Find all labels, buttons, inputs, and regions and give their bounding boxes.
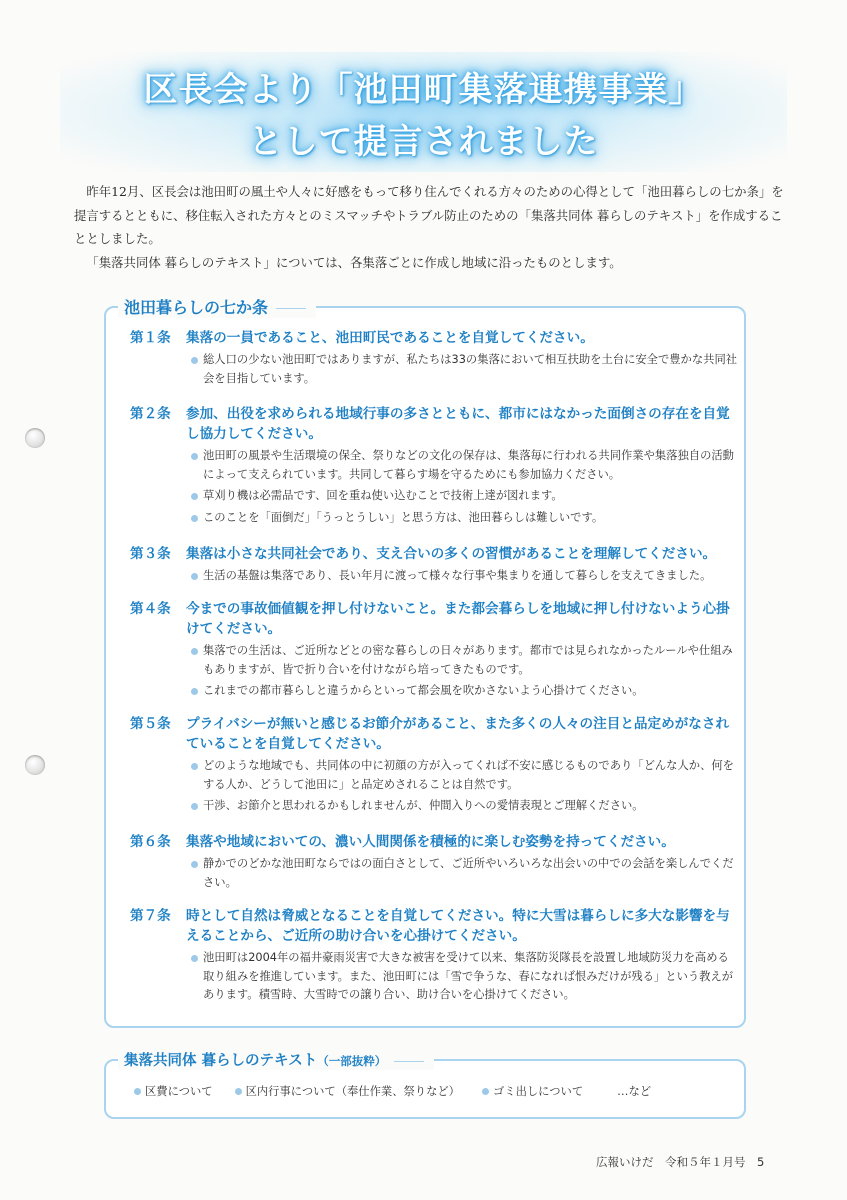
article-bullet: 静かでのどかな池田町ならではの面白さとして、ご近所やいろいろな出会いの中での会話を楽しんでください。 [190,855,740,892]
binder-hole-bottom [25,755,45,775]
article-number: 第４条 [130,601,171,617]
living-text-heading [118,1049,434,1070]
article-bullet: 集落での生活は、ご近所などとの密な暮らしの日々があります。都市では見られなかったルールや仕組みもありますが、皆で折り合いを付けながら培ってきたものです。 [190,642,740,679]
seven-articles-box [104,298,746,1028]
article-1 [130,328,740,391]
article-bullet: 池田町は2004年の福井豪雨災害で大きな被害を受けて以来、集落防災隊長を設置し地域防災力を高める取り組みを推進しています。また、池田町には「雪で争うな、春になれば恨みだけが残る」という教えがあります。積雪時、大雪時での譲り合い、助け合いを心掛けてください。 [190,949,740,1005]
list-item [482,1083,583,1099]
heading-rule [394,1061,424,1062]
intro-paragraph-1: 昨年12月、区長会は池田町の風土や人々に好感をもって移り住んでくれる方々のための心得として「池田暮らしの七か条」を提言するとともに、移住転入された方々とのミスマッチやトラブル防止のための「集落共同体 暮らしのテキスト」を作成することとしました。 [74,184,784,246]
article-title: 時として自然は脅威となることを自覚してください。特に大雪は暮らしに多大な影響を与えることから、ご近所の助け合いを心掛けてください。 [186,908,730,944]
article-5 [130,714,740,819]
article-title: 集落の一員であること、池田町民であることを自覚してください。 [186,330,594,346]
list-item-label: 区内行事について（奉仕作業、祭りなど） [245,1085,460,1098]
living-text-box [104,1053,746,1119]
article-title: 集落や地域においての、濃い人間関係を積極的に楽しむ姿勢を持ってください。 [186,834,675,850]
article-number: 第７条 [130,908,171,924]
article-title: 参加、出役を求められる地域行事の多さとともに、都市にはなかった面倒さの存在を自覚し協力してください。 [186,406,730,442]
page-footer: 広報いけだ 令和５年１月号 5 [596,1155,765,1169]
article-3 [130,544,740,589]
article-title: 集落は小さな共同社会であり、支え合いの多くの習慣があることを理解してください。 [186,546,717,562]
list-item [235,1083,460,1099]
intro-paragraph-2: 「集落共同体 暮らしのテキスト」については、各集落ごとに作成し地域に沿ったものとします。 [86,254,622,270]
article-bullet: 生活の基盤は集落であり、長い年月に渡って様々な行事や集まりを通して暮らしを支えてきました。 [190,567,740,586]
article-bullet: 草刈り機は必需品です、回を重ね使い込むことで技術上達が図れます。 [190,487,740,506]
list-item-label: ゴミ出しについて [492,1085,584,1098]
intro-text [74,180,786,274]
list-item [134,1083,213,1099]
article-number: 第２条 [130,406,171,422]
bullet-dot-icon [235,1088,242,1095]
article-number: 第５条 [130,716,171,732]
article-6 [130,832,740,895]
title-line-2: として提言されました [248,122,599,162]
living-text-heading-note: （一部抜粋） [317,1054,387,1068]
article-4 [130,599,740,704]
article-bullet: 池田町の風景や生活環境の保全、祭りなどの文化の保存は、集落毎に行われる共同作業や集落独自の活動によって支えられています。共同して暮らす場を守るためにも参加協力ください。 [190,447,740,484]
binder-hole-top [25,428,45,448]
living-text-items [134,1083,673,1099]
article-2 [130,404,740,530]
article-bullet: このことを「面倒だ」「うっとうしい」と思う方は、池田暮らしは難しいです。 [190,509,740,528]
article-title: プライバシーが無いと感じるお節介があること、また多くの人々の注目と品定めがなされていることを自覚してください。 [186,716,730,752]
list-item-label: 区費について [145,1085,213,1098]
article-number: 第６条 [130,834,171,850]
page-title [60,52,787,172]
living-text-heading-text: 集落共同体 暮らしのテキスト [124,1053,318,1069]
bullet-dot-icon [134,1088,141,1095]
article-bullet: 干渉、お節介と思われるかもしれませんが、仲間入りへの愛情表現とご理解ください。 [190,797,740,816]
article-7 [130,906,740,1008]
seven-articles-heading [118,295,316,318]
seven-articles-heading-text: 池田暮らしの七か条 [124,298,269,317]
article-bullet: どのような地域でも、共同体の中に初顔の方が入ってくれば不安に感じるものであり「どんな人か、何をする人か、どうして池田に」と品定めされることは自然です。 [190,757,740,794]
bullet-dot-icon [482,1088,489,1095]
article-title: 今までの事故価値観を押し付けないこと。また都会暮らしを地域に押し付けないよう心掛けてください。 [186,601,730,637]
article-number: 第３条 [130,546,171,562]
heading-rule [276,308,306,309]
article-bullet: 総人口の少ない池田町ではありますが、私たちは33の集落において相互扶助を土台に安全で豊かな共同社会を目指しています。 [190,351,740,388]
article-number: 第１条 [130,330,171,346]
list-item-etc: …など [617,1085,652,1098]
article-bullet: これまでの都市暮らしと違うからといって都会風を吹かさないよう心掛けてください。 [190,682,740,701]
title-line-1: 区長会より「池田町集落連携事業」 [143,70,704,110]
